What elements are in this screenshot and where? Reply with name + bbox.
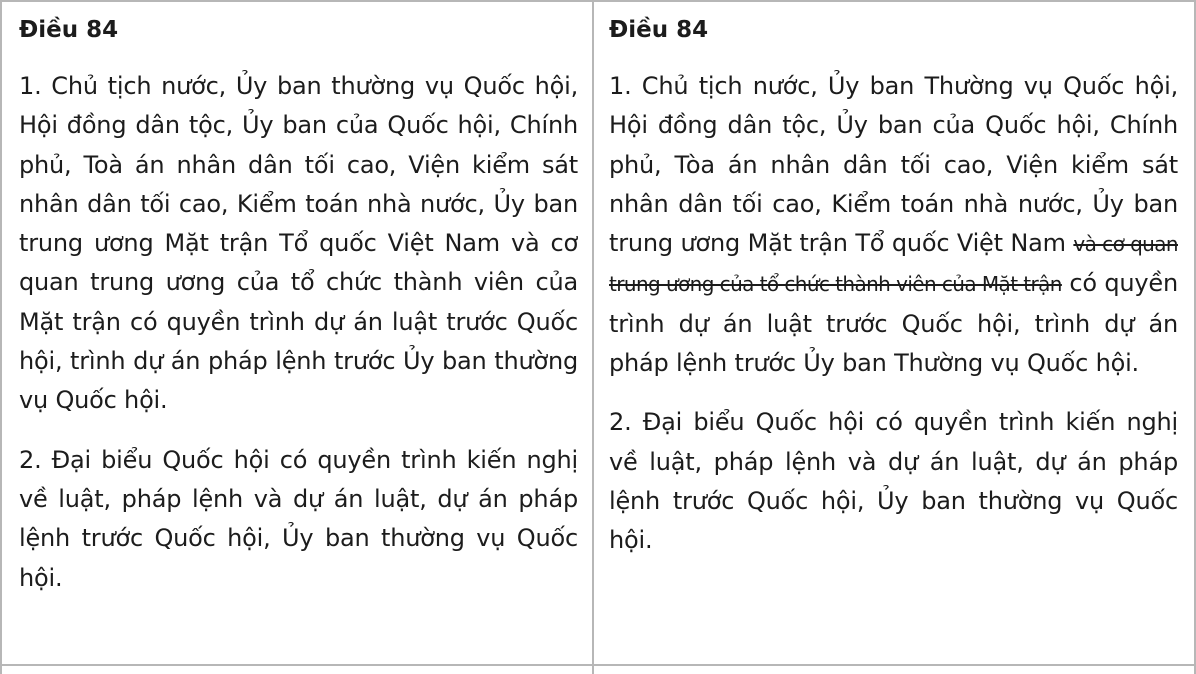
right-clause-1-text-after: có quyền trình dự án luật trước Quốc hội, trình dự án pháp lệnh trước Ủy ban Thường vụ Quốc hội.: [609, 269, 1178, 378]
right-bottom-border: [594, 664, 1194, 666]
right-clause-1-text-before: 1. Chủ tịch nước, Ủy ban Thường vụ Quốc hội, Hội đồng dân tộc, Ủy ban của Quốc hội, Chính phủ, Tòa án nhân dân tối cao, Viện kiểm sát nhân dân tối cao, Kiểm toán nhà nước, Ủy ban trung ương Mặt trận Tổ quốc Việt Nam: [609, 72, 1178, 258]
left-column: [2, 2, 594, 674]
left-clause-2: 2. Đại biểu Quốc hội có quyền trình kiến nghị về luật, pháp lệnh và dự án luật, dự án pháp lệnh trước Quốc hội, Ủy ban thường vụ Quốc hội.: [19, 445, 578, 592]
left-bottom-border: [2, 664, 592, 666]
right-clause-2: 2. Đại biểu Quốc hội có quyền trình kiến nghị về luật, pháp lệnh và dự án luật, dự án pháp lệnh trước Quốc hội, Ủy ban thường vụ Quốc hội.: [609, 408, 1178, 555]
right-article-heading: Điều 84: [609, 17, 709, 43]
right-clause-1: [609, 67, 1178, 383]
right-clause-1-deleted-text: và cơ quan trung ương của tổ chức thành viên của Mặt trận: [609, 232, 1178, 297]
left-article-heading: Điều 84: [19, 17, 119, 43]
left-clause-1: 1. Chủ tịch nước, Ủy ban thường vụ Quốc hội, Hội đồng dân tộc, Ủy ban của Quốc hội, Chính phủ, Toà án nhân dân tối cao, Viện kiểm sát nhân dân tối cao, Kiểm toán nhà nước, Ủy ban trung ương Mặt trận Tổ quốc Việt Nam và cơ quan trung ương của tổ chức thành viên của Mặt trận có quyền trình dự án luật trước Quốc hội, trình dự án pháp lệnh trước Ủy ban thường vụ Quốc hội.: [19, 72, 578, 415]
right-column: [594, 2, 1194, 674]
